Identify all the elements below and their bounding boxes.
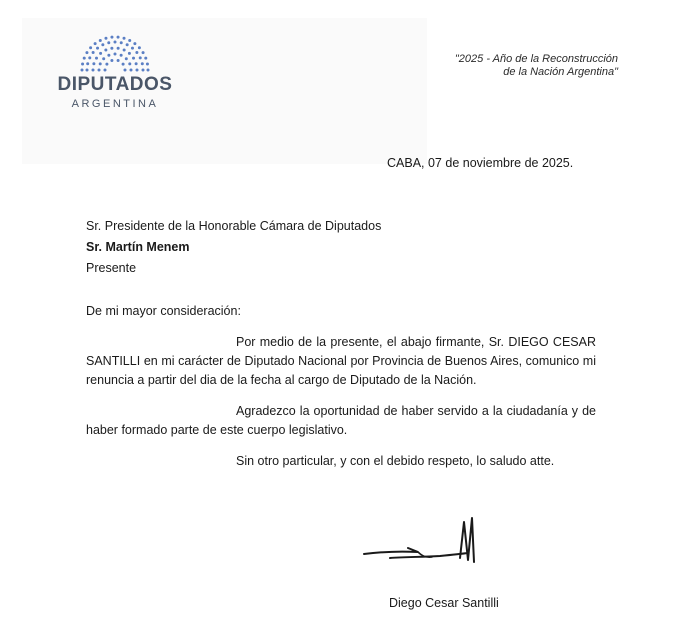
motto-line-1: "2025 - Año de la Reconstrucción — [454, 53, 618, 65]
seat-dot — [95, 57, 98, 60]
salutation: De mi mayor consideración: — [86, 304, 241, 318]
seat-dot — [128, 52, 131, 55]
seat-dot — [128, 39, 131, 42]
seat-dot — [124, 69, 127, 72]
seat-dot — [117, 47, 120, 50]
seat-dot — [128, 62, 131, 65]
seat-dot — [122, 63, 125, 66]
seat-dot — [110, 47, 113, 50]
seat-dot — [110, 36, 113, 39]
seat-dot — [117, 59, 120, 62]
seat-dot — [85, 51, 88, 54]
recipient-presente: Presente — [86, 261, 137, 275]
logo-title: DIPUTADOS — [57, 74, 173, 95]
seat-dot — [86, 62, 89, 65]
seat-dot — [141, 62, 144, 65]
seat-dot — [102, 57, 105, 60]
letterhead-logo — [22, 18, 427, 164]
seat-dot — [105, 63, 108, 66]
seat-dot — [123, 48, 126, 51]
seat-dot — [114, 53, 117, 56]
letter-date: CABA, 07 de noviembre de 2025. — [387, 156, 574, 170]
letter-body — [86, 333, 596, 471]
seat-dot — [81, 62, 84, 65]
seat-dot — [101, 43, 104, 46]
seat-dot — [86, 69, 89, 72]
seat-dot — [135, 51, 138, 54]
seat-dot — [146, 62, 149, 65]
chamber-seats-icon — [80, 34, 150, 72]
handwritten-signature — [360, 514, 500, 570]
seat-dot — [104, 37, 107, 40]
body-paragraph: Por medio de la presente, el abajo firmante, Sr. DIEGO CESAR SANTILLI en mi carácter de Diputado Nacional por Provincia de Buenos Aires, comunico mi renuncia a partir del dia de la fecha al cargo de Diputado de la Nación. — [86, 335, 596, 387]
seat-dot — [96, 47, 99, 50]
seat-dot — [99, 39, 102, 42]
seat-dot — [133, 42, 136, 45]
seat-dot — [135, 62, 138, 65]
seat-dot — [94, 42, 97, 45]
motto-line-2: de la Nación Argentina" — [503, 66, 618, 78]
body-paragraph: Agradezco la oportunidad de haber servido a la ciudadanía y de haber formado parte de este cuerpo legislativo. — [86, 404, 596, 437]
seat-dot — [81, 69, 84, 72]
recipient-title: Sr. Presidente de la Honorable Cámara de Diputados — [86, 219, 382, 233]
seat-dot — [123, 37, 126, 40]
seat-dot — [114, 41, 117, 44]
seat-dot — [147, 69, 150, 72]
seat-dot — [125, 57, 128, 60]
seat-dot — [98, 69, 101, 72]
seat-dot — [144, 57, 147, 60]
logo-subtitle: ARGENTINA — [71, 98, 159, 110]
seat-dot — [110, 59, 113, 62]
seat-dot — [120, 54, 123, 57]
body-paragraph: Sin otro particular, y con el debido respeto, lo saludo atte. — [236, 454, 555, 468]
seat-dot — [136, 69, 139, 72]
seat-dot — [104, 69, 107, 72]
seat-dot — [130, 69, 133, 72]
seat-dot — [99, 52, 102, 55]
seat-dot — [120, 41, 123, 44]
seat-dot — [142, 69, 145, 72]
seat-dot — [89, 46, 92, 49]
recipient-block — [86, 216, 381, 279]
recipient-name: Sr. Martín Menem — [86, 240, 190, 254]
seat-dot — [92, 62, 95, 65]
seat-dot — [138, 46, 141, 49]
seat-dot — [117, 36, 120, 39]
signer-name: Diego Cesar Santilli — [389, 596, 499, 610]
seat-dot — [83, 57, 86, 60]
seat-dot — [88, 56, 91, 59]
seat-dot — [126, 43, 129, 46]
seat-dot — [107, 41, 110, 44]
year-motto — [455, 53, 618, 79]
seat-dot — [142, 51, 145, 54]
seat-dot — [132, 57, 135, 60]
seat-dot — [139, 56, 142, 59]
seat-dot — [104, 48, 107, 51]
seat-dot — [92, 69, 95, 72]
seat-dot — [131, 47, 134, 50]
seat-dot — [99, 62, 102, 65]
seat-dot — [92, 51, 95, 54]
seat-dot — [107, 54, 110, 57]
